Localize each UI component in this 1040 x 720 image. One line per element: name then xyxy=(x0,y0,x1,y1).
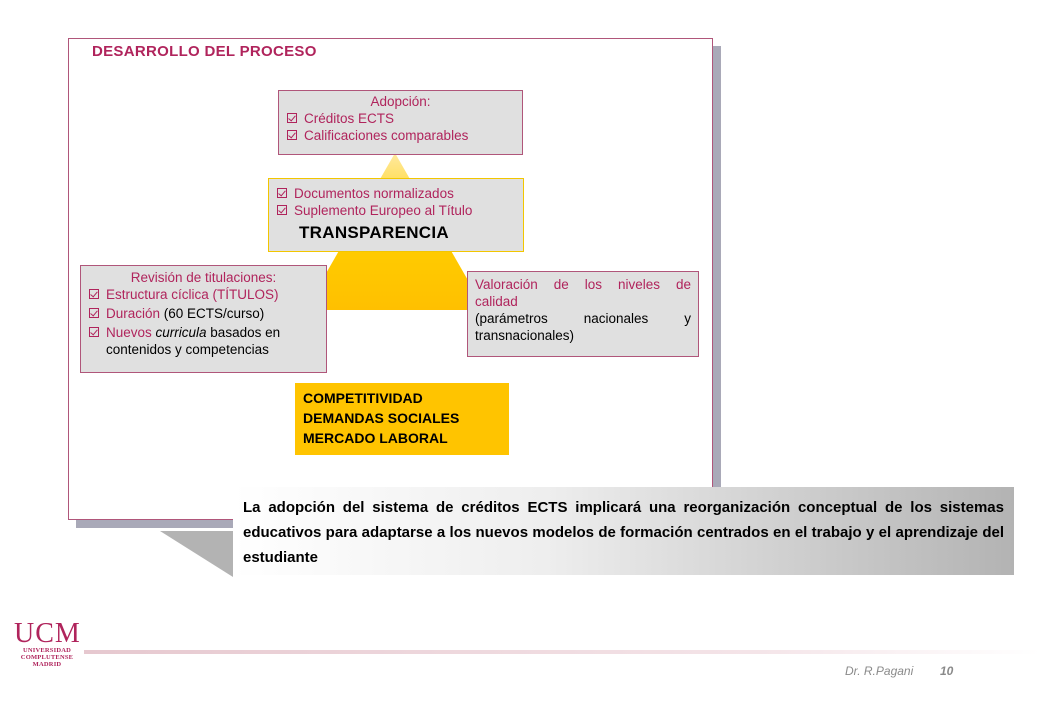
curricula-prefix: Nuevos xyxy=(106,325,156,340)
valoracion-line: transnacionales) xyxy=(475,328,575,343)
adopcion-heading: Adopción: xyxy=(370,94,431,109)
revision-item-label: Estructura cíclica (TÍTULOS) xyxy=(106,287,279,302)
duracion-detail: (60 ECTS/curso) xyxy=(160,306,265,321)
transparencia-label: TRANSPARENCIA xyxy=(299,223,449,242)
competitividad-line: DEMANDAS SOCIALES xyxy=(303,410,460,426)
slide-title: DESARROLLO DEL PROCESO xyxy=(92,43,317,60)
ucm-logo-line: UNIVERSIDAD xyxy=(22,647,72,654)
page-number: 10 xyxy=(940,664,954,678)
valoracion-line: (parámetros nacionales y xyxy=(475,311,691,326)
transparencia-item-label: Documentos normalizados xyxy=(294,186,454,201)
valoracion-line: calidad xyxy=(475,294,518,309)
footer-author: Dr. R.Pagani xyxy=(845,664,914,678)
adopcion-item-label: Créditos ECTS xyxy=(304,111,395,126)
adopcion-item-label: Calificaciones comparables xyxy=(304,128,469,143)
callout-pointer-shape xyxy=(160,531,233,577)
duracion-label: Duración xyxy=(106,306,161,321)
ucm-logo xyxy=(14,618,81,668)
curricula-word: curricula xyxy=(155,325,207,340)
curricula-suffix: basados en xyxy=(206,325,281,340)
footer-rule xyxy=(84,650,1040,654)
valoracion-line: Valoración de los niveles de xyxy=(475,277,691,292)
ucm-logo-line: MADRID xyxy=(32,661,62,668)
callout-text-box: La adopción del sistema de créditos ECTS implicará una reorganización conceptual de los sistemas educativos para adaptarse a los nuevos modelos de formación centrados en el trabajo y el aprendizaje del estudiante xyxy=(233,487,1014,575)
ucm-logo-line: COMPLUTENSE xyxy=(20,654,74,661)
transparencia-item-label: Suplemento Europeo al Título xyxy=(294,203,473,218)
competitividad-line: MERCADO LABORAL xyxy=(303,430,448,446)
curricula-line2: contenidos y competencias xyxy=(106,342,269,357)
competitividad-line: COMPETITIVIDAD xyxy=(303,390,423,406)
ucm-logo-mark: UCM xyxy=(14,618,81,649)
revision-heading: Revisión de titulaciones: xyxy=(130,270,277,285)
